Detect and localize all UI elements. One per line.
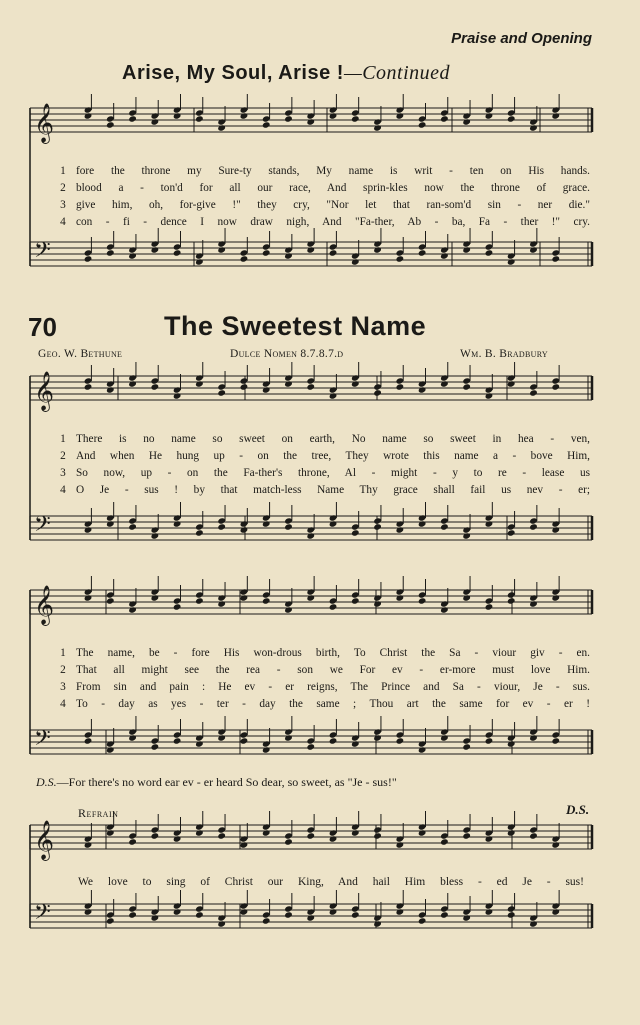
note-head [106,917,115,924]
note-head [396,908,405,915]
refrain-label: Refrain [78,806,119,820]
note-head [440,838,449,845]
note-head [329,112,338,119]
note-head [284,523,293,530]
note-head [284,606,293,613]
note-head [507,740,516,747]
note-head [351,529,360,536]
note-head [507,115,516,122]
note-head [440,115,449,122]
note-head [151,246,160,253]
note-head [195,829,204,836]
ds-label: D.S. [36,775,57,789]
note-head [240,112,249,119]
note-head [84,255,93,262]
system2-verse-1: 1 The name, be - fore His won-drous birth, To Christ the Sa - viour giv - en. [60,647,590,659]
note-head [106,386,115,393]
note-head [84,594,93,601]
note-head [128,380,137,387]
note-head [396,526,405,533]
note-head [284,380,293,387]
note-head [529,600,538,607]
note-head [329,392,338,399]
treble-clef-icon: 𝄞 [34,585,55,625]
note-head [329,737,338,744]
note-head [195,258,204,265]
note-head [151,532,160,539]
note-head [351,740,360,747]
note-head [173,603,182,610]
note-head [106,746,115,753]
note-head [240,737,249,744]
note-head [128,115,137,122]
note-head [262,597,271,604]
note-head [351,115,360,122]
note-head [373,920,382,927]
note-head [173,835,182,842]
note-head [351,597,360,604]
note-head [373,734,382,741]
note-head [551,526,560,533]
note-head [173,520,182,527]
note-head [462,832,471,839]
note-head [373,246,382,253]
note-head [262,829,271,836]
note-head [329,603,338,610]
note-head [373,389,382,396]
hymn-number: 70 [28,312,57,342]
section-header: Praise and Opening [451,30,592,47]
continued-title-text: Arise, My Soul, Arise ! [122,62,344,84]
note-head [173,249,182,256]
note-head [306,743,315,750]
refrain-lyric: We love to sing of Christ our King, And hail Him bless - ed Je - sus! [78,876,584,888]
tune-name: Dulce Nomen 8.7.8.7.d [230,348,344,360]
note-head [151,914,160,921]
note-head [418,520,427,527]
note-head [485,603,494,610]
note-head [151,383,160,390]
system2-verse-2: 2 That all might see the rea - son we For ev - er-more must love Him. [60,664,590,676]
hymn-title: The Sweetest Name [164,311,427,341]
continued-verse-3: 3 give him, oh, for-give !" they cry, "Nor let that ran-som'd sin - ner die." [60,199,590,211]
continued-verse-1: 1 fore the throne my Sure-ty stands, My name is writ - ten on His hands. [60,165,590,177]
note-head [507,258,516,265]
continued-verse-4: 4 con - fi - dence I now draw nigh, And "Fa-ther, Ab - ba, Fa - ther !" cry. [60,216,590,228]
note-head [217,523,226,530]
note-head [128,252,137,259]
note-head [485,835,494,842]
note-head [507,911,516,918]
continued-verse-2: 2 blood a - ton'd for all our race, And sprin-kles now the throne of grace. [60,182,590,194]
note-head [440,911,449,918]
note-head [418,597,427,604]
note-head [462,743,471,750]
note-head [173,392,182,399]
note-head [418,121,427,128]
note-head [240,908,249,915]
note-head [418,249,427,256]
note-head [240,526,249,533]
note-head [396,383,405,390]
note-head [551,594,560,601]
note-head [551,737,560,744]
note-head [195,597,204,604]
note-head [418,829,427,836]
note-head [84,526,93,533]
note-head [128,911,137,918]
note-head [529,734,538,741]
note-head [128,606,137,613]
note-head [551,383,560,390]
note-head [440,380,449,387]
note-head [529,832,538,839]
note-head [396,255,405,262]
note-head [418,917,427,924]
note-head [128,734,137,741]
note-head [440,252,449,259]
note-head [217,600,226,607]
note-head [373,832,382,839]
note-head [240,383,249,390]
note-head [507,380,516,387]
note-head [462,246,471,253]
note-head [351,380,360,387]
treble-clef-icon: 𝄞 [34,820,55,860]
note-head [262,121,271,128]
note-head [462,914,471,921]
note-head [284,252,293,259]
note-head [284,115,293,122]
note-head [106,520,115,527]
note-head [551,841,560,848]
note-head [529,920,538,927]
composer-credit: Wm. B. Bradbury [460,348,548,360]
note-head [529,389,538,396]
author-credit: Geo. W. Bethune [38,348,123,360]
note-head [485,249,494,256]
note-head [396,841,405,848]
note-head [262,520,271,527]
note-head [262,917,271,924]
note-head [151,594,160,601]
note-head [351,258,360,265]
system1-verse-2: 2 And when He hung up - on the tree, They wrote this name a - bove Him, [60,450,590,462]
note-head [284,838,293,845]
note-head [240,841,249,848]
note-head [462,383,471,390]
note-head [507,829,516,836]
system1-verse-1: 1 There is no name so sweet on earth, No name so sweet in hea - ven, [60,433,590,445]
note-head [485,908,494,915]
note-head [306,246,315,253]
note-head [440,606,449,613]
note-head [151,743,160,750]
note-head [84,841,93,848]
note-head [373,600,382,607]
note-head [284,911,293,918]
note-head [306,532,315,539]
note-head [306,832,315,839]
treble-clef-icon: 𝄞 [34,103,55,143]
ds-text-line [36,775,397,790]
note-head [507,529,516,536]
note-head [195,740,204,747]
note-head [84,383,93,390]
note-head [217,734,226,741]
note-head [507,597,516,604]
note-head [462,532,471,539]
note-head [351,829,360,836]
note-head [440,734,449,741]
note-head [529,246,538,253]
note-head [551,112,560,119]
system1-verse-4: 4 O Je - sus ! by that match-less Name Thy grace shall fail us nev - er; [60,484,590,496]
note-head [262,249,271,256]
note-head [306,914,315,921]
note-head [462,118,471,125]
note-head [396,737,405,744]
note-head [329,835,338,842]
note-head [106,249,115,256]
note-head [329,520,338,527]
note-head [462,594,471,601]
note-head [195,115,204,122]
note-head [551,255,560,262]
note-head [529,523,538,530]
note-head [262,386,271,393]
note-head [128,838,137,845]
note-head [151,118,160,125]
note-head [84,908,93,915]
note-head [240,594,249,601]
ds-mark: D.S. [566,802,590,817]
note-head [195,529,204,536]
note-head [306,118,315,125]
note-head [396,112,405,119]
bass-clef-icon: 𝄢 [34,512,51,542]
system2-verse-4: 4 To - day as yes - ter - day the same ; Thou art the same for ev - er ! [60,698,590,710]
note-head [195,911,204,918]
note-head [217,920,226,927]
note-head [373,124,382,131]
note-head [551,908,560,915]
bass-clef-icon: 𝄢 [34,726,51,756]
note-head [217,389,226,396]
note-head [151,832,160,839]
note-head [306,383,315,390]
note-head [262,746,271,753]
note-head [173,112,182,119]
note-head [485,392,494,399]
note-head [84,112,93,119]
system1-verse-3: 3 So now, up - on the Fa-ther's throne, Al - might - y to re - lease us [60,467,590,479]
bass-clef-icon: 𝄢 [34,238,51,268]
note-head [440,523,449,530]
note-head [485,520,494,527]
note-head [485,112,494,119]
note-head [351,911,360,918]
note-head [329,908,338,915]
note-head [173,908,182,915]
note-head [217,246,226,253]
note-head [373,523,382,530]
note-head [306,594,315,601]
note-head [529,124,538,131]
ds-text: —For there's no word ear ev - er heard So dear, so sweet, as "Je - sus!" [56,775,397,789]
note-head [329,249,338,256]
system2-verse-3: 3 From sin and pain : He ev - er reigns, The Prince and Sa - viour, Je - sus. [60,681,590,693]
note-head [418,386,427,393]
note-head [106,121,115,128]
bass-clef-icon: 𝄢 [34,900,51,930]
note-head [240,255,249,262]
note-head [106,597,115,604]
note-head [173,737,182,744]
note-head [217,124,226,131]
note-head [217,832,226,839]
treble-clef-icon: 𝄞 [34,371,55,411]
note-head [485,737,494,744]
note-head [396,594,405,601]
note-head [128,523,137,530]
note-head [106,829,115,836]
note-head [195,380,204,387]
note-head [418,746,427,753]
note-head [84,737,93,744]
continued-label: —Continued [343,62,451,84]
note-head [284,734,293,741]
